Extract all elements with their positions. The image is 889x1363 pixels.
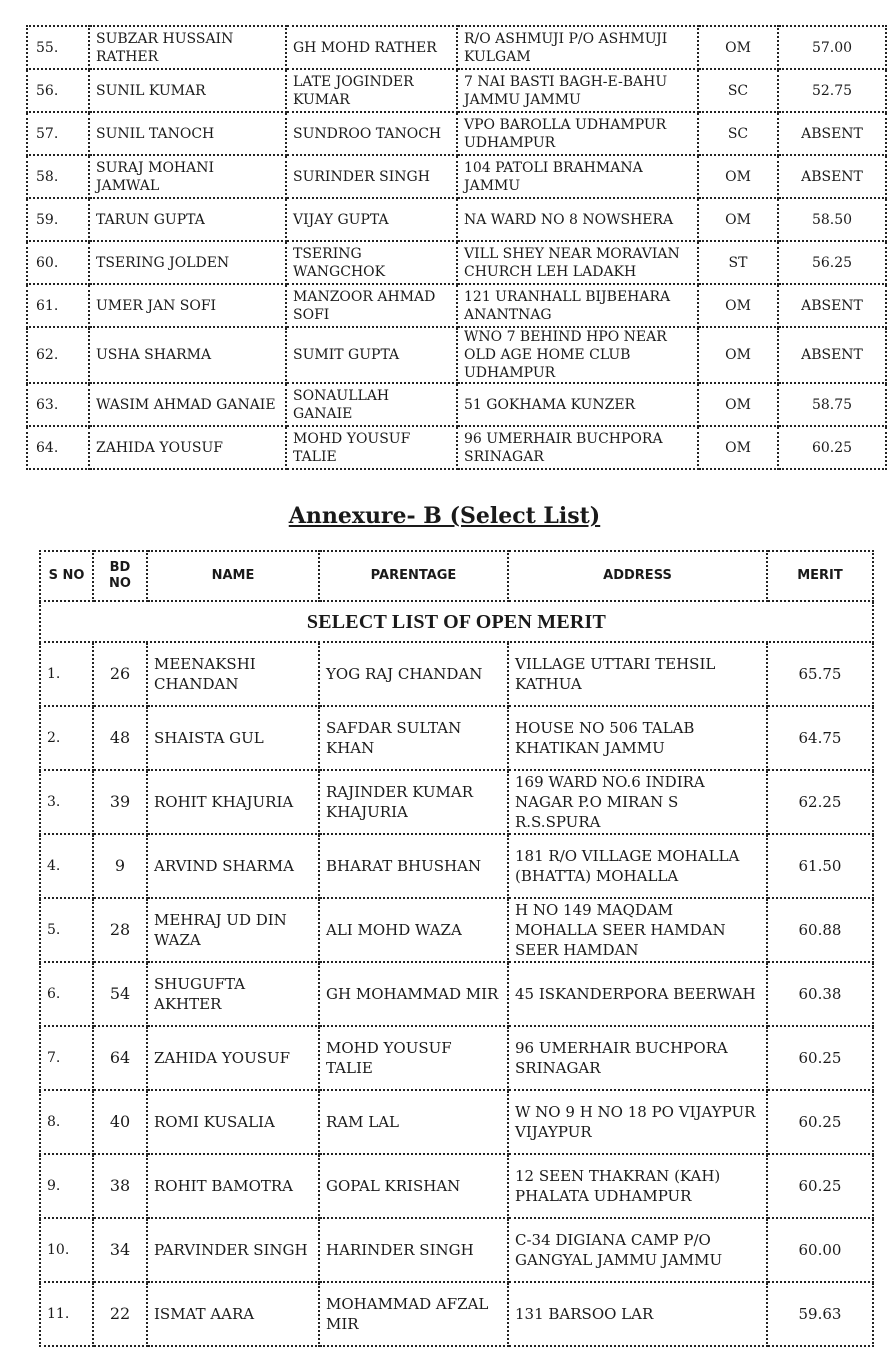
table-row: [40, 834, 873, 898]
annexure-title: Annexure- B (Select List): [288, 503, 601, 529]
bd-number-cell: 26: [93, 642, 147, 706]
address-cell: 45 ISKANDERPORA BEERWAH: [508, 962, 767, 1026]
parentage-cell: RAM LAL: [319, 1090, 508, 1154]
serial-number-cell: 7.: [40, 1026, 93, 1090]
serial-number-cell: 57.: [27, 112, 89, 155]
serial-number-cell: 56.: [27, 69, 89, 112]
parentage-cell: SURINDER SINGH: [286, 155, 457, 198]
parentage-cell: HARINDER SINGH: [319, 1218, 508, 1282]
parentage-cell: TSERING WANGCHOK: [286, 241, 457, 284]
table-row: [27, 69, 886, 112]
table-row: [40, 962, 873, 1026]
candidate-list-table: [26, 25, 887, 470]
marks-cell: 57.00: [778, 26, 886, 69]
address-cell: 181 R/O VILLAGE MOHALLA (BHATTA) MOHALLA: [508, 834, 767, 898]
address-cell: VILL SHEY NEAR MORAVIAN CHURCH LEH LADAKH: [457, 241, 698, 284]
parentage-cell: SUNDROO TANOCH: [286, 112, 457, 155]
parentage-cell: MOHD YOUSUF TALIE: [319, 1026, 508, 1090]
address-cell: 121 URANHALL BIJBEHARA ANANTNAG: [457, 284, 698, 327]
parentage-cell: RAJINDER KUMAR KHAJURIA: [319, 770, 508, 834]
table-row: [27, 327, 886, 383]
merit-cell: 62.25: [767, 770, 873, 834]
serial-number-cell: 3.: [40, 770, 93, 834]
address-cell: WNO 7 BEHIND HPO NEAR OLD AGE HOME CLUB UDHAMPUR: [457, 327, 698, 383]
table-row: [40, 898, 873, 962]
bd-number-cell: 22: [93, 1282, 147, 1346]
parentage-cell: ALI MOHD WAZA: [319, 898, 508, 962]
parentage-cell: MOHD YOUSUF TALIE: [286, 426, 457, 469]
category-cell: SC: [698, 69, 778, 112]
serial-number-cell: 63.: [27, 383, 89, 426]
merit-cell: 60.88: [767, 898, 873, 962]
bd-number-cell: 28: [93, 898, 147, 962]
candidate-list-body: [27, 26, 886, 469]
serial-number-cell: 59.: [27, 198, 89, 241]
header-sno: S NO: [40, 551, 93, 601]
name-cell: ISMAT AARA: [147, 1282, 319, 1346]
table-row: [27, 241, 886, 284]
parentage-cell: SONAULLAH GANAIE: [286, 383, 457, 426]
category-cell: OM: [698, 426, 778, 469]
address-cell: R/O ASHMUJI P/O ASHMUJI KULGAM: [457, 26, 698, 69]
select-list-body: [40, 642, 873, 1346]
serial-number-cell: 55.: [27, 26, 89, 69]
name-cell: SHAISTA GUL: [147, 706, 319, 770]
serial-number-cell: 5.: [40, 898, 93, 962]
header-bdno: BD NO: [93, 551, 147, 601]
parentage-cell: YOG RAJ CHANDAN: [319, 642, 508, 706]
marks-cell: ABSENT: [778, 112, 886, 155]
parentage-cell: SUMIT GUPTA: [286, 327, 457, 383]
select-list-header-row: [40, 551, 873, 601]
merit-cell: 61.50: [767, 834, 873, 898]
name-cell: ROHIT BAMOTRA: [147, 1154, 319, 1218]
parentage-cell: LATE JOGINDER KUMAR: [286, 69, 457, 112]
name-cell: ARVIND SHARMA: [147, 834, 319, 898]
select-list-caption: SELECT LIST OF OPEN MERIT: [40, 601, 873, 642]
bd-number-cell: 64: [93, 1026, 147, 1090]
name-cell: WASIM AHMAD GANAIE: [89, 383, 286, 426]
serial-number-cell: 2.: [40, 706, 93, 770]
name-cell: PARVINDER SINGH: [147, 1218, 319, 1282]
serial-number-cell: 4.: [40, 834, 93, 898]
serial-number-cell: 64.: [27, 426, 89, 469]
name-cell: ROHIT KHAJURIA: [147, 770, 319, 834]
name-cell: SHUGUFTA AKHTER: [147, 962, 319, 1026]
marks-cell: ABSENT: [778, 155, 886, 198]
merit-cell: 60.00: [767, 1218, 873, 1282]
category-cell: OM: [698, 198, 778, 241]
table-row: [40, 1090, 873, 1154]
header-merit: MERIT: [767, 551, 873, 601]
category-cell: OM: [698, 155, 778, 198]
category-cell: SC: [698, 112, 778, 155]
table-row: [40, 1154, 873, 1218]
parentage-cell: MOHAMMAD AFZAL MIR: [319, 1282, 508, 1346]
category-cell: OM: [698, 327, 778, 383]
parentage-cell: GOPAL KRISHAN: [319, 1154, 508, 1218]
merit-cell: 60.25: [767, 1090, 873, 1154]
bd-number-cell: 39: [93, 770, 147, 834]
marks-cell: 58.75: [778, 383, 886, 426]
address-cell: W NO 9 H NO 18 PO VIJAYPUR VIJAYPUR: [508, 1090, 767, 1154]
marks-cell: 58.50: [778, 198, 886, 241]
parentage-cell: VIJAY GUPTA: [286, 198, 457, 241]
address-cell: 96 UMERHAIR BUCHPORA SRINAGAR: [457, 426, 698, 469]
serial-number-cell: 62.: [27, 327, 89, 383]
name-cell: ZAHIDA YOUSUF: [89, 426, 286, 469]
bd-number-cell: 40: [93, 1090, 147, 1154]
address-cell: 104 PATOLI BRAHMANA JAMMU: [457, 155, 698, 198]
address-cell: 131 BARSOO LAR: [508, 1282, 767, 1346]
bd-number-cell: 38: [93, 1154, 147, 1218]
marks-cell: ABSENT: [778, 327, 886, 383]
merit-cell: 60.25: [767, 1154, 873, 1218]
address-cell: 169 WARD NO.6 INDIRA NAGAR P.O MIRAN S R.S.SPURA: [508, 770, 767, 834]
name-cell: TARUN GUPTA: [89, 198, 286, 241]
category-cell: OM: [698, 383, 778, 426]
serial-number-cell: 60.: [27, 241, 89, 284]
address-cell: 51 GOKHAMA KUNZER: [457, 383, 698, 426]
bd-number-cell: 48: [93, 706, 147, 770]
table-row: [40, 1026, 873, 1090]
address-cell: HOUSE NO 506 TALAB KHATIKAN JAMMU: [508, 706, 767, 770]
table-row: [27, 426, 886, 469]
address-cell: H NO 149 MAQDAM MOHALLA SEER HAMDAN SEER HAMDAN: [508, 898, 767, 962]
marks-cell: ABSENT: [778, 284, 886, 327]
name-cell: MEENAKSHI CHANDAN: [147, 642, 319, 706]
name-cell: ROMI KUSALIA: [147, 1090, 319, 1154]
name-cell: ZAHIDA YOUSUF: [147, 1026, 319, 1090]
name-cell: SURAJ MOHANI JAMWAL: [89, 155, 286, 198]
table-row: [27, 155, 886, 198]
bd-number-cell: 54: [93, 962, 147, 1026]
parentage-cell: BHARAT BHUSHAN: [319, 834, 508, 898]
header-address: ADDRESS: [508, 551, 767, 601]
table-row: [40, 1218, 873, 1282]
name-cell: SUNIL TANOCH: [89, 112, 286, 155]
table-row: [27, 383, 886, 426]
bd-number-cell: 34: [93, 1218, 147, 1282]
marks-cell: 52.75: [778, 69, 886, 112]
table-row: [40, 642, 873, 706]
name-cell: USHA SHARMA: [89, 327, 286, 383]
merit-cell: 60.38: [767, 962, 873, 1026]
merit-cell: 60.25: [767, 1026, 873, 1090]
serial-number-cell: 58.: [27, 155, 89, 198]
table-row: [27, 198, 886, 241]
parentage-cell: GH MOHAMMAD MIR: [319, 962, 508, 1026]
table-row: [27, 284, 886, 327]
category-cell: ST: [698, 241, 778, 284]
name-cell: MEHRAJ UD DIN WAZA: [147, 898, 319, 962]
serial-number-cell: 1.: [40, 642, 93, 706]
address-cell: VPO BAROLLA UDHAMPUR UDHAMPUR: [457, 112, 698, 155]
merit-cell: 64.75: [767, 706, 873, 770]
parentage-cell: GH MOHD RATHER: [286, 26, 457, 69]
bd-number-cell: 9: [93, 834, 147, 898]
address-cell: 7 NAI BASTI BAGH-E-BAHU JAMMU JAMMU: [457, 69, 698, 112]
address-cell: 96 UMERHAIR BUCHPORA SRINAGAR: [508, 1026, 767, 1090]
serial-number-cell: 8.: [40, 1090, 93, 1154]
table-row: [40, 706, 873, 770]
header-parentage: PARENTAGE: [319, 551, 508, 601]
select-list-caption-row: [40, 601, 873, 642]
address-cell: C-34 DIGIANA CAMP P/O GANGYAL JAMMU JAMMU: [508, 1218, 767, 1282]
parentage-cell: SAFDAR SULTAN KHAN: [319, 706, 508, 770]
serial-number-cell: 61.: [27, 284, 89, 327]
category-cell: OM: [698, 284, 778, 327]
serial-number-cell: 6.: [40, 962, 93, 1026]
header-name: NAME: [147, 551, 319, 601]
address-cell: 12 SEEN THAKRAN (KAH) PHALATA UDHAMPUR: [508, 1154, 767, 1218]
category-cell: OM: [698, 26, 778, 69]
merit-cell: 59.63: [767, 1282, 873, 1346]
name-cell: TSERING JOLDEN: [89, 241, 286, 284]
name-cell: SUNIL KUMAR: [89, 69, 286, 112]
marks-cell: 60.25: [778, 426, 886, 469]
address-cell: NA WARD NO 8 NOWSHERA: [457, 198, 698, 241]
table-row: [27, 26, 886, 69]
name-cell: SUBZAR HUSSAIN RATHER: [89, 26, 286, 69]
name-cell: UMER JAN SOFI: [89, 284, 286, 327]
table-row: [40, 1282, 873, 1346]
parentage-cell: MANZOOR AHMAD SOFI: [286, 284, 457, 327]
merit-cell: 65.75: [767, 642, 873, 706]
table-row: [40, 770, 873, 834]
serial-number-cell: 10.: [40, 1218, 93, 1282]
marks-cell: 56.25: [778, 241, 886, 284]
serial-number-cell: 9.: [40, 1154, 93, 1218]
table-row: [27, 112, 886, 155]
address-cell: VILLAGE UTTARI TEHSIL KATHUA: [508, 642, 767, 706]
serial-number-cell: 11.: [40, 1282, 93, 1346]
select-list-table: [39, 550, 874, 1347]
